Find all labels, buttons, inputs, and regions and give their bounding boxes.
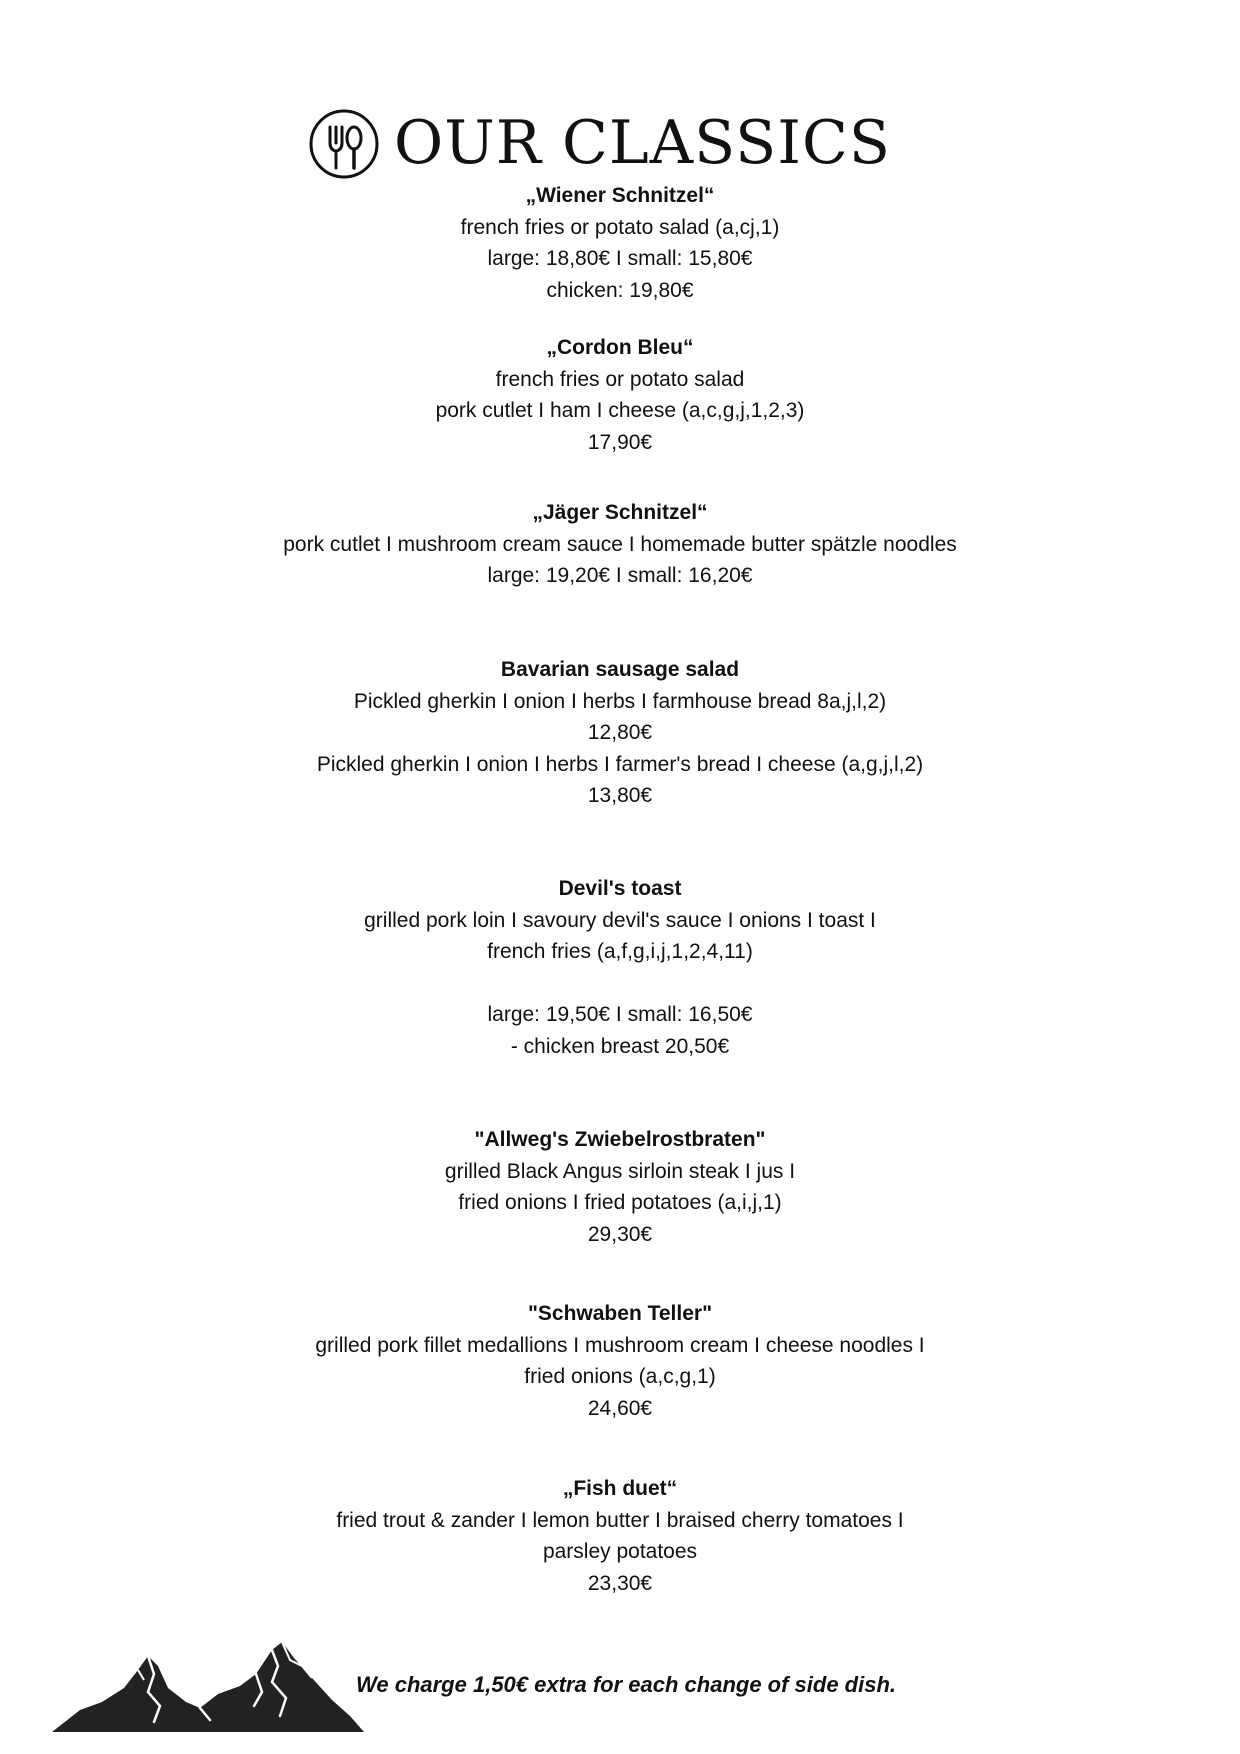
dish-description: fried onions (a,c,g,1) (524, 1365, 716, 1388)
dish-name: "Allweg's Zwiebelrostbraten" (474, 1128, 766, 1151)
spacer (0, 968, 1240, 1000)
dish-price: 12,80€ (587, 721, 653, 744)
dish-price: 13,80€ (587, 784, 653, 807)
dish-name: „Wiener Schnitzel“ (525, 184, 715, 207)
dish-price: large: 19,20€ I small: 16,20€ (487, 564, 753, 587)
dish-price: - chicken breast 20,50€ (510, 1034, 730, 1058)
dish-description: fried trout & zander I lemon butter I braised cherry tomatoes I (336, 1508, 904, 1532)
dish-description: french fries (a,f,g,i,j,1,2,4,11) (487, 940, 753, 963)
dish-zwiebelrostbraten (0, 1124, 1240, 1250)
dish-description: parsley potatoes (542, 1540, 698, 1563)
dish-price: chicken: 19,80€ (546, 278, 694, 302)
side-dish-note: We charge 1,50€ extra for each change of side dish. (356, 1672, 897, 1697)
dish-description: pork cutlet I mushroom cream sauce I homemade butter spätzle noodles (283, 532, 957, 556)
dish-description: grilled pork loin I savoury devil's sauce I onions I toast I (364, 908, 876, 932)
dish-bavarian-sausage-salad (0, 654, 1240, 812)
dish-schwaben-teller (0, 1298, 1240, 1424)
dish-name: „Jäger Schnitzel“ (532, 501, 708, 524)
page-header (0, 104, 1240, 186)
dish-price: large: 19,50€ I small: 16,50€ (487, 1003, 753, 1026)
dish-wiener-schnitzel (0, 180, 1240, 306)
dish-description: pork cutlet I ham I cheese (a,c,g,j,1,2,3) (435, 399, 805, 422)
dish-name: Bavarian sausage salad (500, 658, 740, 681)
dish-price: 17,90€ (587, 430, 653, 454)
dish-description: grilled Black Angus sirloin steak I jus I (444, 1159, 796, 1183)
mountains-icon (50, 1636, 366, 1734)
dish-description: Pickled gherkin I onion I herbs I farmer's bread I cheese (a,g,j,l,2) (316, 752, 924, 776)
dish-description: fried onions I fried potatoes (a,i,j,1) (458, 1191, 782, 1214)
dish-price: 29,30€ (587, 1222, 653, 1246)
dish-price: large: 18,80€ I small: 15,80€ (487, 247, 753, 270)
dish-description: french fries or potato salad (a,cj,1) (460, 215, 780, 239)
dish-price: 23,30€ (587, 1571, 653, 1595)
dish-name: "Schwaben Teller" (527, 1302, 713, 1325)
dish-jaeger-schnitzel (0, 497, 1240, 592)
dish-cordon-bleu (0, 332, 1240, 458)
page-title: OUR CLASSICS (394, 108, 891, 178)
dish-name: Devil's toast (558, 877, 682, 900)
dish-description: Pickled gherkin I onion I herbs I farmhouse bread 8a,j,l,2) (353, 689, 887, 713)
dish-devils-toast (0, 873, 1240, 1062)
dish-name: „Cordon Bleu“ (546, 336, 694, 359)
dish-fish-duet (0, 1473, 1240, 1599)
dish-description: french fries or potato salad (495, 367, 745, 391)
dish-price: 24,60€ (587, 1396, 653, 1420)
fork-spoon-icon (308, 108, 380, 180)
dish-name: „Fish duet“ (562, 1477, 678, 1500)
dish-description: grilled pork fillet medallions I mushroom cream I cheese noodles I (315, 1333, 925, 1357)
